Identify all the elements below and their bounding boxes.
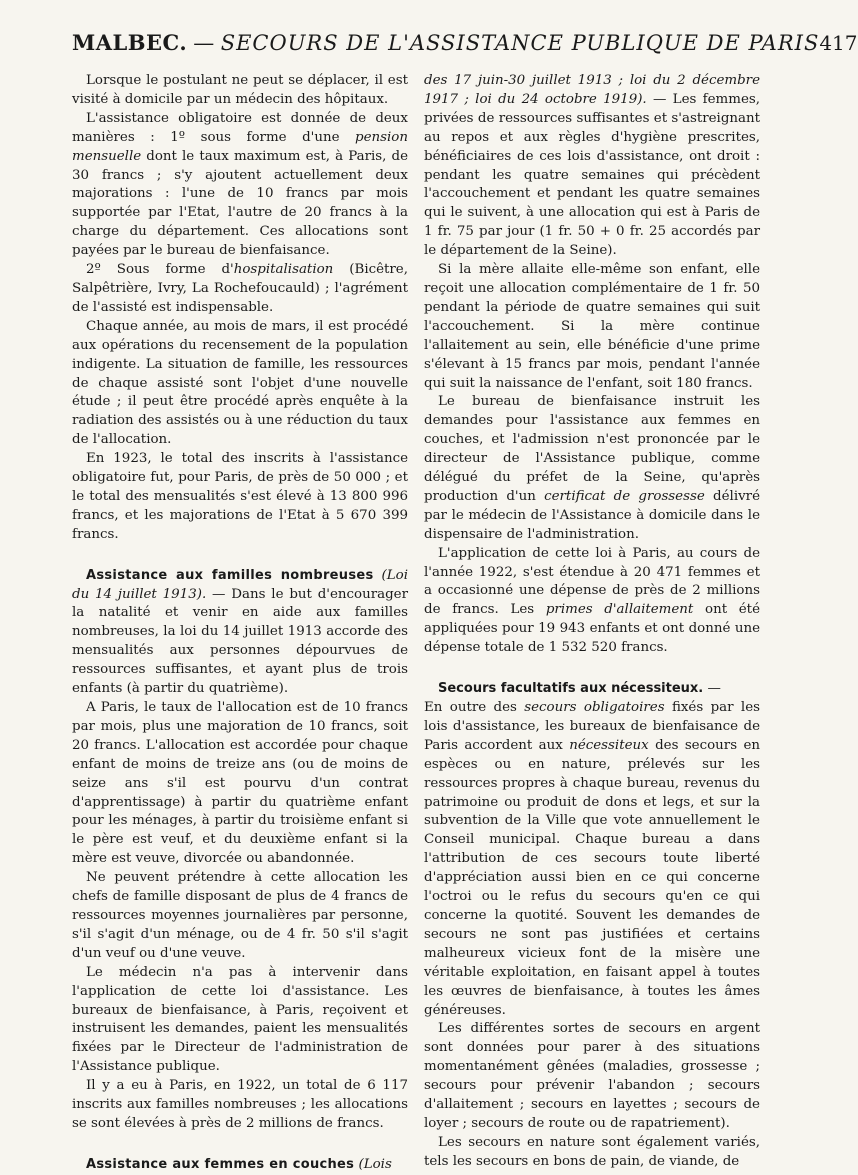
paragraph: Lorsque le postulant ne peut se déplacer, il est visité à domicile par un médecin des hôpitaux.: [72, 73, 408, 107]
section-heading-familles: Assistance aux familles nombreuses (Loi du 14 juillet 1913). — Dans le but d'encourager la natalité et venir en aide aux familles nombreuses, la loi du 14 juillet 1913 accorde des mensualités aux personnes dépourvues de ressources suffisantes, et ayant plus de trois enfants (à partir du quatrième).: [72, 567, 408, 697]
paragraph: Le médecin n'a pas à intervenir dans l'application de cette loi d'assistance. Les bureaux de bienfaisance, à Paris, reçoivent et instruisent les demandes, paient les mensualités fixées par le Directeur de l'administration de l'Assistance publique.: [72, 964, 408, 1075]
paragraph: En 1923, le total des inscrits à l'assistance obligatoire fut, pour Paris, de près de 50 000 ; et le total des mensualités s'est élevé à 13 800 996 francs, et les majorations de l'Etat à 5 670 399 francs.: [72, 451, 408, 542]
left-column: [72, 72, 408, 1175]
paragraph: 2º Sous forme d'hospitalisation (Bicêtre, Salpêtrière, Ivry, La Rochefoucauld) ; l'agrément de l'assisté est indispensable.: [72, 262, 408, 315]
paragraph: des 17 juin-30 juillet 1913 ; loi du 2 décembre 1917 ; loi du 24 octobre 1919). — Les femmes, privées de ressources suffisantes et s'astreignant au repos et aux règles d'hygiène prescrites, bénéficiaires de ces lois d'assistance, ont droit : pendant les quatre semaines qui précèdent l'accouchement et pendant les quatre semaines qui le suivent, à une allocation qui est à Paris de 1 fr. 75 par jour (1 fr. 50 + 0 fr. 25 accordés par le département de la Seine).: [424, 73, 761, 259]
paragraph: Le bureau de bienfaisance instruit les demandes pour l'assistance aux femmes en couches, et l'admission n'est prononcée par le directeur de l'Assistance publique, comme délégué du préfet de la Seine, qu'après production d'un certificat de grossesse délivré par le médecin de l'Assistance à domicile dans le dispensaire de l'administration.: [424, 394, 760, 542]
section-heading-secours: Secours facultatifs aux nécessiteux. —: [438, 681, 721, 697]
article-title: SECOURS DE L'ASSISTANCE PUBLIQUE DE PARIS: [220, 31, 820, 55]
paragraph: Il y a eu à Paris, en 1922, un total de 6 117 inscrits aux familles nombreuses ; les allocations se sont élevées à près de 2 millions de francs.: [72, 1078, 408, 1131]
paragraph: A Paris, le taux de l'allocation est de 10 francs par mois, plus une majoration de 10 francs, soit 20 francs. L'allocation est accordée pour chaque enfant de moins de treize ans (ou de moins de seize ans s'il est pourvu d'un contrat d'apprentissage) à partir du quatrième enfant pour les ménages, à partir du troisième enfant si le père est veuf, et du deuxième enfant si la mère est veuve, divorcée ou abandonnée.: [72, 700, 408, 867]
paragraph: L'assistance obligatoire est donnée de deux manières : 1º sous forme d'une pension mensuelle dont le taux maximum est, à Paris, de 30 francs ; s'y ajoutent actuellement deux majorations : l'une de 10 francs par mois supportée par l'Etat, l'autre de 20 francs à la charge du département. Ces allocations sont payées par le bureau de bienfaisance.: [72, 110, 408, 259]
page-number: 417: [819, 31, 858, 55]
header-separator: —: [193, 31, 215, 55]
paragraph: Les différentes sortes de secours en argent sont données pour parer à des situations momentanément gênées (maladies, grossesse ; secours pour prévenir l'abandon ; secours d'allaitement ; secours en layettes ; secours de loyer ; secours de route ou de rapatriement).: [424, 1021, 760, 1131]
paragraph: L'application de cette loi à Paris, au cours de l'année 1922, s'est étendue à 20 471 femmes et a occasionné une dépense de près de 2 millions de francs. Les primes d'allaitement ont été appliquées pour 19 943 enfants et ont donné une dépense totale de 1 532 520 francs.: [424, 545, 760, 656]
paragraph: Les secours en nature sont également variés, tels les secours en bons de pain, de viande, de: [424, 1134, 760, 1169]
author-name: MALBEC.: [72, 30, 188, 55]
running-header: [72, 30, 858, 64]
paragraph: Chaque année, au mois de mars, il est procédé aux opérations du recensement de la population indigente. La situation de famille, les ressources de chaque assisté sont l'objet d'une nouvelle étude ; il peut être procédé après enquête à la radiation des assistés ou à une réduction du taux de l'allocation.: [72, 318, 408, 448]
paragraph: Ne peuvent prétendre à cette allocation les chefs de famille disposant de plus de 4 francs de ressources moyennes journalières par personne, s'il s'agit d'un ménage, ou de 4 fr. 50 s'il s'agit d'un veuf ou d'une veuve.: [72, 870, 408, 961]
text-columns: [72, 72, 760, 1175]
right-column: [424, 72, 760, 1175]
header-left: [72, 30, 819, 55]
paragraph: Si la mère allaite elle-même son enfant, elle reçoit une allocation complémentaire de 1 fr. 50 pendant la période de quatre semaines qui suit l'accouchement. Si la mère continue l'allaitement au sein, elle bénéficie d'une prime s'élevant à 15 francs par mois, pendant l'année qui suit la naissance de l'enfant, soit 180 francs.: [424, 262, 760, 391]
section-heading-femmes: Assistance aux femmes en couches (Lois: [86, 1156, 392, 1172]
paragraph: En outre des secours obligatoires fixés par les lois d'assistance, les bureaux de bienfaisance de Paris accordent aux nécessiteux des secours en espèces ou en nature, prélevés sur les ressources propres à chaque bureau, revenus du patrimoine ou produit de dons et legs, et sur la subvention de la Ville que vote annuellement le Conseil municipal. Chaque bureau a dans l'attribution de ces secours toute liberté d'appréciation aussi bien en ce qui concerne l'octroi ou le refus du secours qu'en ce qui concerne la quotité. Souvent les demandes de secours ne sont pas justifiées et certains malheureux vicieux font de la misère une véritable exploitation, en faisant appel à toutes les œuvres de bienfaisance, à toutes les âmes généreuses.: [424, 700, 760, 1018]
